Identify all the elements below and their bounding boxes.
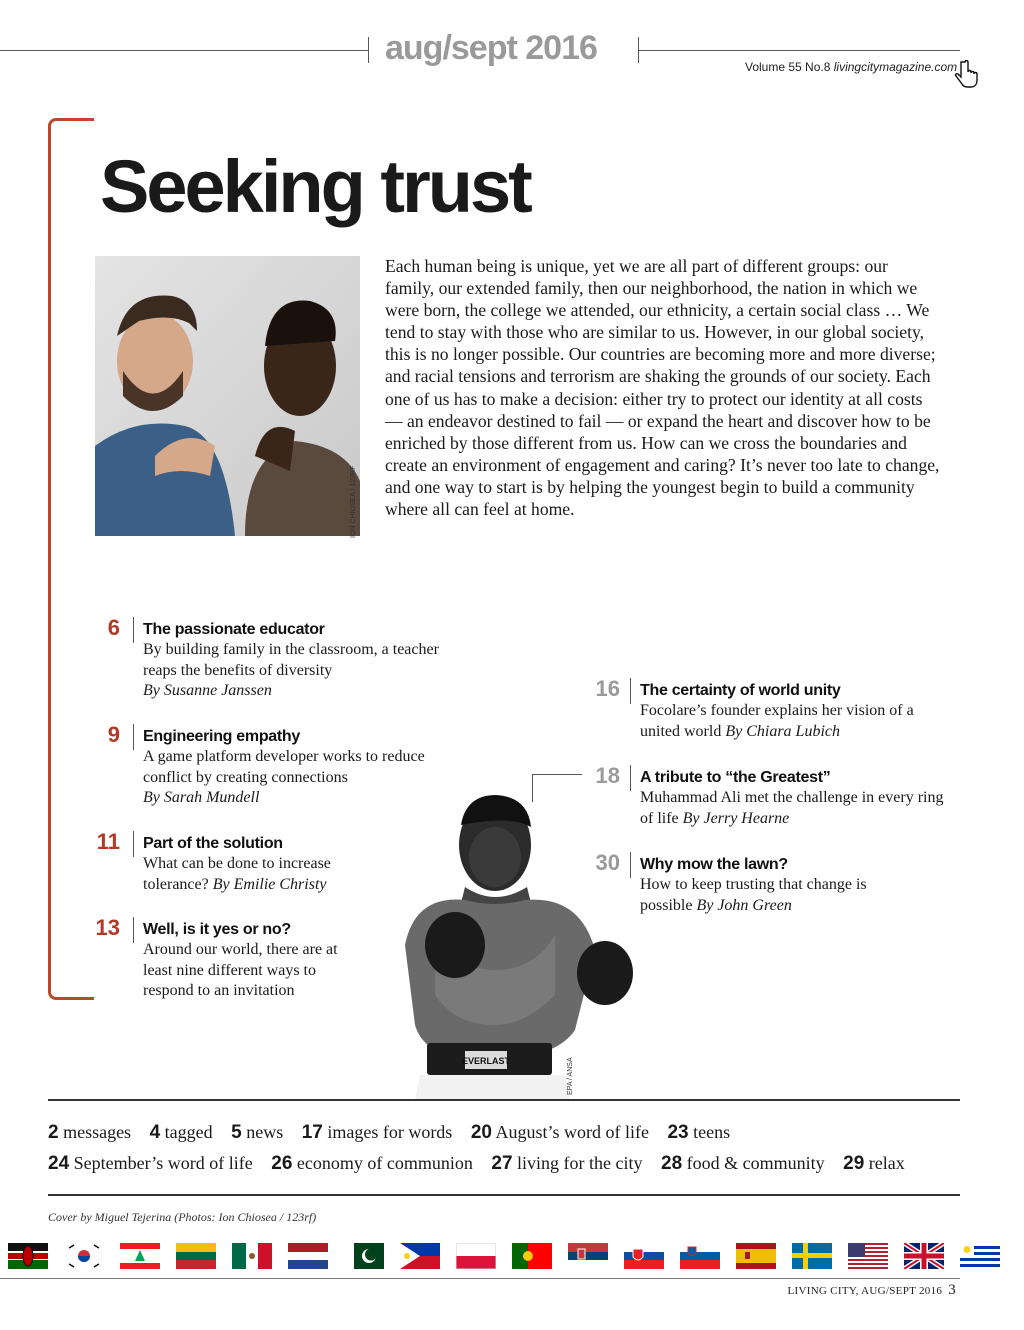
toc-byline: By Susanne Janssen: [143, 682, 272, 699]
section-page: 23: [667, 1122, 689, 1143]
boxer-photo: [385, 795, 645, 1100]
section-link[interactable]: [271, 1153, 473, 1173]
contents-bracket: [48, 118, 94, 1000]
issue-date: aug/sept 2016: [385, 29, 597, 67]
toc-divider: [133, 617, 134, 643]
lithuania-flag-icon: [176, 1243, 216, 1269]
united-kingdom-flag-icon: [904, 1243, 944, 1269]
toc-item[interactable]: [595, 850, 890, 916]
toc-desc: By building family in the classroom, a teacher reaps the benefits of diversity: [143, 641, 439, 679]
toc-item[interactable]: [595, 676, 940, 742]
header-rule-right: [638, 50, 960, 51]
toc-byline: By John Green: [696, 896, 792, 914]
portugal-flag-icon: [512, 1243, 552, 1269]
section-name: tagged: [164, 1122, 213, 1142]
sections-rule-top: [48, 1099, 960, 1101]
section-link[interactable]: [231, 1122, 283, 1142]
toc-desc: Around our world, there are at least nine different ways to respond to an invitation: [143, 941, 338, 999]
toc-divider: [630, 765, 631, 791]
mexico-flag-icon: [232, 1243, 272, 1269]
toc-page-number: 13: [95, 915, 120, 940]
sections-row-2: [48, 1153, 905, 1175]
toc-byline: By Emilie Christy: [212, 875, 327, 893]
page-title: Seeking trust: [100, 145, 530, 228]
section-name: August’s word of life: [495, 1122, 649, 1142]
section-link[interactable]: [48, 1153, 253, 1173]
section-page: 5: [231, 1122, 242, 1143]
section-link[interactable]: [491, 1153, 642, 1173]
toc-desc-text: How to keep trusting that change is possible: [640, 876, 867, 914]
header-rule-left: [0, 50, 368, 51]
section-link[interactable]: [661, 1153, 825, 1173]
toc-page-number: 18: [595, 763, 620, 788]
section-page: 20: [470, 1122, 492, 1143]
footer-label: LIVING CITY, AUG/SEPT 2016: [787, 1285, 943, 1297]
spain-flag-icon: [736, 1243, 776, 1269]
toc-divider: [133, 831, 134, 857]
svg-text:EVERLAST: EVERLAST: [461, 1056, 511, 1066]
section-name: images for words: [327, 1122, 453, 1142]
toc-desc-text: What can be done to increase tolerance?: [143, 855, 331, 893]
section-name: messages: [63, 1122, 132, 1142]
toc-item[interactable]: [107, 722, 473, 809]
boxer-photo-credit: EPA / ANSA: [567, 1057, 574, 1095]
photo-credit: ION CHIOSEA / 123RF: [350, 465, 357, 538]
toc-desc: [143, 854, 383, 895]
footer-rule: [0, 1278, 960, 1279]
toc-title: Why mow the lawn?: [640, 856, 788, 873]
usa-flag-icon: [848, 1243, 888, 1269]
toc-title: Part of the solution: [143, 835, 283, 852]
toc-page-number: 6: [107, 615, 120, 640]
toc-desc: A game platform developer works to reduce conflict by creating connections: [143, 748, 425, 786]
section-link[interactable]: [843, 1153, 905, 1173]
toc-desc: [640, 788, 950, 829]
section-name: economy of communion: [296, 1153, 473, 1173]
uruguay-flag-icon: [960, 1243, 1000, 1269]
slovenia-flag-icon: [680, 1243, 720, 1269]
section-page: 17: [301, 1122, 323, 1143]
toc-desc-text: Focolare’s founder explains her vision of a united world: [640, 702, 914, 740]
two-men-photo: [95, 256, 360, 536]
tribute-pointer-line: [532, 774, 582, 775]
section-page: 27: [491, 1153, 513, 1174]
toc-divider: [133, 724, 134, 750]
toc-title: Well, is it yes or no?: [143, 921, 291, 938]
lebanon-flag-icon: [120, 1243, 160, 1269]
section-name: relax: [868, 1153, 905, 1173]
pakistan-flag-icon: [344, 1243, 384, 1269]
toc-page-number: 11: [96, 829, 120, 854]
toc-divider: [630, 678, 631, 704]
serbia-flag-icon: [568, 1243, 608, 1269]
sections-row-1: [48, 1122, 744, 1144]
poland-flag-icon: [456, 1243, 496, 1269]
section-page: 24: [48, 1153, 70, 1174]
section-link[interactable]: [302, 1122, 453, 1142]
section-name: food & community: [686, 1153, 825, 1173]
sections-rule-bottom: [48, 1194, 960, 1196]
toc-title: The passionate educator: [143, 621, 325, 638]
cover-credit: Cover by Miguel Tejerina (Photos: Ion Chiosea / 123rf): [48, 1210, 317, 1224]
flag-strip: [8, 1243, 1008, 1271]
sweden-flag-icon: [792, 1243, 832, 1269]
toc-byline: By Sarah Mundell: [143, 789, 260, 806]
section-page: 2: [48, 1122, 59, 1143]
section-name: living for the city: [517, 1153, 643, 1173]
section-link[interactable]: [48, 1122, 131, 1142]
slovakia-flag-icon: [624, 1243, 664, 1269]
section-name: teens: [693, 1122, 731, 1142]
section-link[interactable]: [667, 1122, 730, 1142]
website-link[interactable]: livingcitymagazine.com: [833, 60, 958, 74]
kenya-flag-icon: [8, 1243, 48, 1269]
toc-page-number: 9: [107, 722, 120, 747]
section-page: 4: [149, 1122, 161, 1143]
toc-item[interactable]: [95, 915, 363, 1002]
philippines-flag-icon: [400, 1243, 440, 1269]
toc-byline: By Chiara Lubich: [725, 722, 840, 740]
hand-cursor-icon: [953, 60, 979, 92]
tribute-pointer-line: [532, 774, 533, 802]
toc-page-number: 16: [595, 676, 620, 701]
section-page: 29: [843, 1153, 865, 1174]
section-link[interactable]: [150, 1122, 213, 1142]
toc-item[interactable]: [107, 615, 473, 702]
south-korea-flag-icon: [64, 1243, 104, 1269]
page-number: 3: [948, 1282, 956, 1298]
toc-title: Engineering empathy: [143, 728, 300, 745]
toc-byline: By Jerry Hearne: [682, 809, 790, 827]
toc-desc: [640, 875, 890, 916]
toc-desc: [640, 701, 940, 742]
toc-divider: [630, 852, 631, 878]
toc-divider: [133, 917, 134, 943]
section-link[interactable]: [471, 1122, 649, 1142]
toc-desc-text: Muhammad Ali met the challenge in every ring of life: [640, 789, 944, 827]
section-name: September’s word of life: [73, 1153, 253, 1173]
volume-info: [745, 60, 957, 74]
toc-title: The certainty of world unity: [640, 682, 841, 699]
toc-title: A tribute to “the Greatest”: [640, 769, 831, 786]
page-footer: [788, 1282, 957, 1299]
section-page: 28: [661, 1153, 683, 1174]
volume-number: Volume 55 No.8: [745, 60, 831, 74]
toc-item[interactable]: [96, 829, 383, 895]
intro-paragraph: Each human being is unique, yet we are all part of different groups: our family, our extended family, then our neighborhood, the nation in which we were born, the college we attended, our ethnicity, a certain social class … We tend to stay with those who are similar to us. However, in our global society, this is no longer possible. Our countries are becoming more and more diverse; and racial tensions and terrorism are shaking the grounds of our society. Each one of us has to make a decision: either try to protect our identity at all costs — an endeavor destined to fail — or expand the heart and discover how to be enriched by those different from us. How can we cross the boundaries and create an environment of engagement and caring? It’s never too late to change, and one way to start is by helping the youngest begin to build a community where all can feel at home.: [385, 256, 940, 520]
header-divider: [368, 37, 369, 63]
toc-page-number: 30: [595, 850, 620, 875]
section-page: 26: [271, 1153, 293, 1174]
section-name: news: [246, 1122, 284, 1142]
toc-item[interactable]: [595, 763, 950, 829]
netherlands-flag-icon: [288, 1243, 328, 1269]
